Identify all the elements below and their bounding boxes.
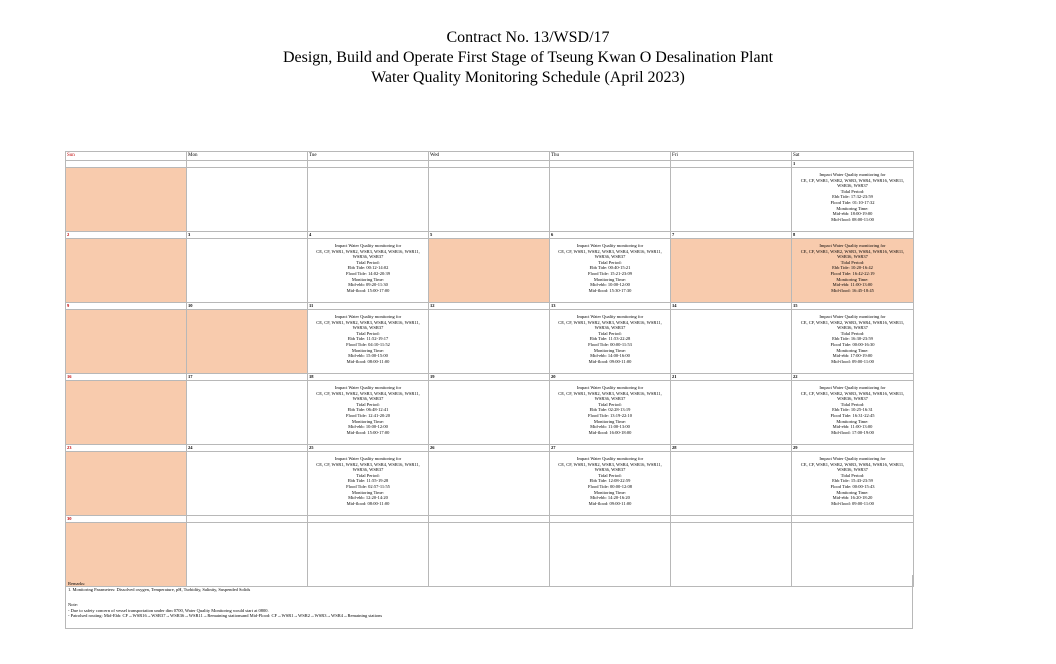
day-cell: [66, 381, 187, 445]
entry-line: Tidal Period:: [356, 259, 380, 265]
entry-line: Ebb Tide: 11:52-19:17: [347, 336, 389, 342]
entry-line: Flood Tide: 13:19-22:10: [587, 412, 632, 418]
entry-line: Flood Tide: 16:42-22:19: [830, 270, 875, 276]
day-cell: [187, 452, 308, 516]
day-number: 30: [66, 516, 187, 523]
entry-line: Impact Water Quality monitoring for: [334, 385, 402, 390]
entry-line: Flood Tide: 00:00-16:30: [830, 341, 875, 347]
day-cell: [671, 168, 792, 232]
entry-line: Mid-flood: 09:00-11:00: [588, 500, 632, 506]
entry-line: Ebb Tide: 11:55-19:28: [347, 478, 389, 484]
day-number: 11: [308, 303, 429, 310]
entry-line: Ebb Tide: 02:28-13:19: [589, 407, 631, 413]
day-cell: [308, 381, 429, 445]
day-cell: [66, 168, 187, 232]
day-cell: [429, 239, 550, 303]
day-cell: [550, 168, 671, 232]
day-cell: [792, 381, 914, 445]
day-number: 15: [792, 303, 914, 310]
entry-line: CE, CF, WSR1, WSR2, WSR3, WSR4, WSR16, WSR11,: [316, 248, 420, 254]
entry-line: WSR36, WSR37: [837, 254, 868, 260]
entry-line: Mid-flood: 09:00-11:00: [831, 500, 874, 506]
monitoring-entry: [792, 239, 913, 293]
entry-line: Impact Water Quality monitoring for: [576, 314, 644, 319]
entry-line: Mid-ebb: 09:20-11:30: [348, 282, 388, 288]
entry-line: Ebb Tide: 17:32-23:59: [832, 194, 873, 200]
entry-line: Tidal Period:: [840, 472, 865, 478]
entry-line: Mid-flood: 09:00-11:00: [588, 358, 632, 364]
entry-line: CE, CF, WSR1, WSR2, WSR3, WSR4, WSR16, WSR11,: [558, 461, 662, 467]
entry-line: Impact Water Quality monitoring for: [576, 456, 644, 461]
entry-line: Impact Water Quality monitoring for: [334, 456, 402, 461]
day-number: 20: [550, 374, 671, 381]
day-cell: [308, 168, 429, 232]
entry-line: Mid-ebb: 11:00-13:00: [832, 282, 873, 288]
day-cell: [66, 239, 187, 303]
entry-line: WSR36, WSR37: [352, 254, 384, 260]
entry-line: Ebb Tide: 15:43-23:59: [832, 478, 873, 484]
entry-line: Flood Tide: 14:02-20:39: [345, 270, 390, 276]
entry-line: Monitoring Time:: [593, 489, 627, 495]
entry-line: Mid-flood: 15:00-17:00: [346, 287, 390, 293]
entry-line: Tidal Period:: [356, 472, 380, 478]
calendar-table: [65, 151, 914, 587]
day-number: 23: [66, 445, 187, 452]
entry-line: Mid-ebb: 10:00-12:00: [348, 424, 388, 430]
note-routing: - Patrolsed routing: Mid-Ebb: CF→WSR16→WSR37→WSR36→WSR11→Remaining stationsand Mid-Flood: CF→WSR1→WSR2→WSR3→WSR4→Remaining stations: [68, 613, 383, 619]
entry-line: CE, CF, WSR1, WSR2, WSR3, WSR4, WSR16, WSR11,: [316, 461, 420, 467]
day-number: 10: [187, 303, 308, 310]
monitoring-entry: [550, 310, 670, 364]
day-number: 2: [66, 232, 187, 239]
entry-line: Impact Water Quality monitoring for: [576, 385, 644, 390]
entry-line: Tidal Period:: [356, 330, 380, 336]
day-number: [187, 161, 308, 168]
entry-line: Mid-flood: 16:45-18:45: [831, 287, 874, 293]
entry-line: Ebb Tide: 10:20-16:42: [832, 265, 873, 271]
entry-line: Impact Water Quality monitoring for: [334, 243, 402, 248]
entry-line: Flood Tide: 00:00-15:43: [830, 483, 875, 489]
entry-line: Mid-ebb: 12:20-14:20: [348, 495, 388, 501]
day-number: [66, 161, 187, 168]
day-number: 21: [671, 374, 792, 381]
day-cell: [429, 310, 550, 374]
entry-line: Impact Water Quality monitoring for: [819, 456, 886, 461]
day-number: 16: [66, 374, 187, 381]
day-number: 19: [429, 374, 550, 381]
entry-line: CE, CF, WSR1, WSR2, WSR3, WSR4, WSR16, WSR11,: [800, 177, 905, 183]
entry-line: Monitoring Time:: [836, 489, 869, 495]
entry-line: Tidal Period:: [840, 401, 865, 407]
entry-line: Ebb Tide: 12:08-22:59: [589, 478, 631, 484]
day-number: [429, 516, 550, 523]
day-cell: [308, 452, 429, 516]
day-cell: [187, 239, 308, 303]
entry-line: Impact Water Quality monitoring for: [576, 243, 644, 248]
contract-number: Contract No. 13/WSD/17: [446, 29, 610, 46]
weekday-header: Wed: [429, 152, 550, 161]
entry-line: Tidal Period:: [840, 259, 865, 265]
weekday-header: Mon: [187, 152, 308, 161]
day-number: 25: [308, 445, 429, 452]
entry-line: WSR36, WSR37: [594, 396, 626, 402]
entry-line: Flood Tide: 15:21-23:09: [587, 270, 632, 276]
entry-line: Mid-ebb: 14:20-16:20: [590, 495, 630, 501]
day-number: 3: [187, 232, 308, 239]
entry-line: Tidal Period:: [598, 401, 622, 407]
day-cell: [792, 168, 914, 232]
remarks-parameters: 1. Monitoring Parameters: Dissolved oxygen, Temperature, pH, Turbidity, Salinity, Suspended Solids: [68, 586, 251, 592]
monitoring-entry: [308, 452, 428, 506]
day-number: [429, 161, 550, 168]
entry-line: Monitoring Time:: [593, 418, 627, 424]
entry-line: Flood Tide: 16:31-22:45: [830, 412, 875, 418]
weekday-header: Sat: [792, 152, 914, 161]
entry-line: Mid-flood: 08:00-11:00: [831, 216, 874, 222]
entry-line: Tidal Period:: [598, 330, 622, 336]
day-cell: [429, 168, 550, 232]
entry-line: CE, CF, WSR1, WSR2, WSR3, WSR4, WSR16, WSR11,: [558, 390, 662, 396]
entry-line: Monitoring Time:: [593, 347, 627, 353]
note-safety: - Due to safety concern of vessel transportation under dim 0700, Water Quality Monitoring would start at 0800.: [68, 607, 269, 613]
remarks-section: [65, 575, 913, 629]
day-number: 22: [792, 374, 914, 381]
monitoring-entry: [792, 168, 913, 222]
day-number: 5: [429, 232, 550, 239]
day-number: 28: [671, 445, 792, 452]
entry-line: Monitoring Time:: [351, 347, 385, 353]
day-cell: [66, 452, 187, 516]
day-number: [550, 161, 671, 168]
day-cell: [792, 239, 914, 303]
entry-line: Mid-ebb: 11:00-13:00: [590, 424, 630, 430]
entry-line: WSR36, WSR37: [837, 325, 868, 331]
entry-line: CE, CF, WSR1, WSR2, WSR3, WSR4, WSR16, WSR11,: [316, 319, 420, 325]
entry-line: Monitoring Time:: [836, 205, 869, 211]
entry-line: CE, CF, WSR1, WSR2, WSR3, WSR4, WSR16, WSR11,: [558, 319, 662, 325]
entry-line: Mid-flood: 08:00-11:00: [346, 500, 390, 506]
entry-line: Monitoring Time:: [836, 347, 869, 353]
entry-line: Ebb Tide: 00:12-14:02: [347, 265, 389, 271]
day-cell: [187, 310, 308, 374]
day-number: 12: [429, 303, 550, 310]
entry-line: CE, CF, WSR1, WSR2, WSR3, WSR4, WSR16, WSR11,: [800, 319, 905, 325]
entry-line: CE, CF, WSR1, WSR2, WSR3, WSR4, WSR16, WSR11,: [800, 461, 905, 467]
day-cell: [308, 239, 429, 303]
entry-line: Mid-ebb: 15:00-15:00: [348, 353, 388, 359]
entry-line: Monitoring Time:: [836, 276, 869, 282]
entry-line: Tidal Period:: [356, 401, 380, 407]
entry-line: Tidal Period:: [598, 472, 622, 478]
day-number: [671, 161, 792, 168]
monitoring-entry: [792, 452, 913, 506]
monitoring-entry: [792, 381, 913, 435]
entry-line: Flood Tide: 12:41-20:20: [345, 412, 390, 418]
entry-line: Mid-ebb: 11:00-13:00: [832, 424, 873, 430]
day-cell: [550, 239, 671, 303]
note-heading: Note:: [68, 602, 78, 608]
monitoring-entry: [550, 239, 670, 293]
day-cell: [671, 310, 792, 374]
entry-line: Mid-ebb: 18:00-19:00: [832, 211, 873, 217]
monitoring-entry: [550, 452, 670, 506]
day-cell: [550, 381, 671, 445]
monitoring-entry: [308, 310, 428, 364]
monitoring-entry: [550, 381, 670, 435]
entry-line: Flood Tide: 00:00-12:08: [587, 483, 632, 489]
day-number: 29: [792, 445, 914, 452]
day-number: 24: [187, 445, 308, 452]
monitoring-entry: [308, 239, 428, 293]
entry-line: Mid-flood: 15:30-17:30: [588, 287, 632, 293]
day-number: 4: [308, 232, 429, 239]
entry-line: Ebb Tide: 16:30-23:59: [832, 336, 873, 342]
entry-line: WSR36, WSR37: [837, 396, 868, 402]
day-number: 9: [66, 303, 187, 310]
entry-line: Tidal Period:: [840, 330, 865, 336]
entry-line: Mid-ebb: 16:20-18:20: [832, 495, 873, 501]
day-cell: [66, 310, 187, 374]
entry-line: Ebb Tide: 10:25-16:31: [832, 407, 873, 413]
entry-line: Tidal Period:: [598, 259, 622, 265]
entry-line: WSR36, WSR37: [352, 396, 384, 402]
entry-line: Mid-flood: 09:00-11:00: [831, 358, 874, 364]
entry-line: Monitoring Time:: [351, 489, 385, 495]
entry-line: Monitoring Time:: [351, 276, 385, 282]
day-cell: [187, 381, 308, 445]
entry-line: Mid-flood: 16:00-18:00: [588, 429, 632, 435]
weekday-header: Sun: [66, 152, 187, 161]
project-title: Design, Build and Operate First Stage of Tseung Kwan O Desalination Plant: [282, 49, 774, 66]
entry-line: Flood Tide: 04:10-11:52: [346, 341, 390, 347]
day-number: 14: [671, 303, 792, 310]
remarks-heading: Remarks:: [68, 581, 86, 586]
day-number: 13: [550, 303, 671, 310]
day-cell: [550, 310, 671, 374]
entry-line: CE, CF, WSR1, WSR2, WSR3, WSR4, WSR16, WSR11,: [800, 390, 905, 396]
entry-line: CE, CF, WSR1, WSR2, WSR3, WSR4, WSR16, WSR11,: [800, 248, 905, 254]
entry-line: Flood Tide: 01:10-17:32: [830, 199, 875, 205]
day-cell: [308, 310, 429, 374]
entry-line: Mid-flood: 08:00-11:00: [346, 358, 390, 364]
day-cell: [550, 452, 671, 516]
monitoring-entry: [792, 310, 913, 364]
entry-line: Mid-flood: 15:00-17:00: [346, 429, 390, 435]
weekday-header: Fri: [671, 152, 792, 161]
entry-line: WSR36, WSR37: [837, 183, 868, 189]
entry-line: Monitoring Time:: [836, 418, 869, 424]
day-cell: [671, 381, 792, 445]
entry-line: WSR36, WSR37: [352, 467, 384, 473]
entry-line: Flood Tide: 02:57-11:55: [346, 483, 390, 489]
entry-line: Ebb Tide: 06:48-12:41: [347, 407, 389, 413]
day-cell: [671, 239, 792, 303]
entry-line: CE, CF, WSR1, WSR2, WSR3, WSR4, WSR16, WSR11,: [316, 390, 420, 396]
entry-line: Mid-ebb: 14:00-16:00: [590, 353, 630, 359]
entry-line: Ebb Tide: 00:40-15:21: [589, 265, 631, 271]
day-cell: [429, 452, 550, 516]
day-number: [308, 161, 429, 168]
monitoring-entry: [308, 381, 428, 435]
day-number: [671, 516, 792, 523]
day-number: 27: [550, 445, 671, 452]
entry-line: Flood Tide: 00:00-11:53: [588, 341, 632, 347]
day-number: [792, 516, 914, 523]
entry-line: WSR36, WSR37: [594, 325, 626, 331]
day-cell: [187, 168, 308, 232]
entry-line: Monitoring Time:: [351, 418, 385, 424]
day-cell: [671, 452, 792, 516]
entry-line: Impact Water Quality monitoring for: [819, 385, 886, 390]
entry-line: WSR36, WSR37: [594, 467, 626, 473]
day-number: [308, 516, 429, 523]
day-number: 1: [792, 161, 914, 168]
day-cell: [429, 381, 550, 445]
entry-line: Tidal Period:: [840, 188, 865, 194]
day-cell: [792, 452, 914, 516]
day-number: [550, 516, 671, 523]
day-cell: [792, 310, 914, 374]
title-block: [0, 28, 1056, 88]
entry-line: Mid-flood: 17:00-19:00: [831, 429, 874, 435]
day-number: 7: [671, 232, 792, 239]
day-number: 17: [187, 374, 308, 381]
entry-line: Ebb Tide: 11:53-22:28: [589, 336, 631, 342]
day-number: 8: [792, 232, 914, 239]
entry-line: CE, CF, WSR1, WSR2, WSR3, WSR4, WSR16, WSR11,: [558, 248, 662, 254]
entry-line: WSR36, WSR37: [594, 254, 626, 260]
day-number: 6: [550, 232, 671, 239]
entry-line: Impact Water Quality monitoring for: [334, 314, 402, 319]
day-number: 18: [308, 374, 429, 381]
entry-line: Mid-ebb: 17:00-19:00: [832, 353, 873, 359]
entry-line: Mid-ebb: 10:00-12:00: [590, 282, 630, 288]
day-number: 26: [429, 445, 550, 452]
entry-line: Impact Water Quality monitoring for: [819, 314, 886, 319]
schedule-title: Water Quality Monitoring Schedule (April 2023): [371, 69, 685, 86]
weekday-header: Tue: [308, 152, 429, 161]
entry-line: WSR36, WSR37: [837, 467, 868, 473]
entry-line: WSR36, WSR37: [352, 325, 384, 331]
entry-line: Impact Water Quality monitoring for: [819, 243, 886, 248]
day-number: [187, 516, 308, 523]
weekday-header: Thu: [550, 152, 671, 161]
entry-line: Monitoring Time:: [593, 276, 627, 282]
entry-line: Impact Water Quality monitoring for: [819, 172, 886, 177]
